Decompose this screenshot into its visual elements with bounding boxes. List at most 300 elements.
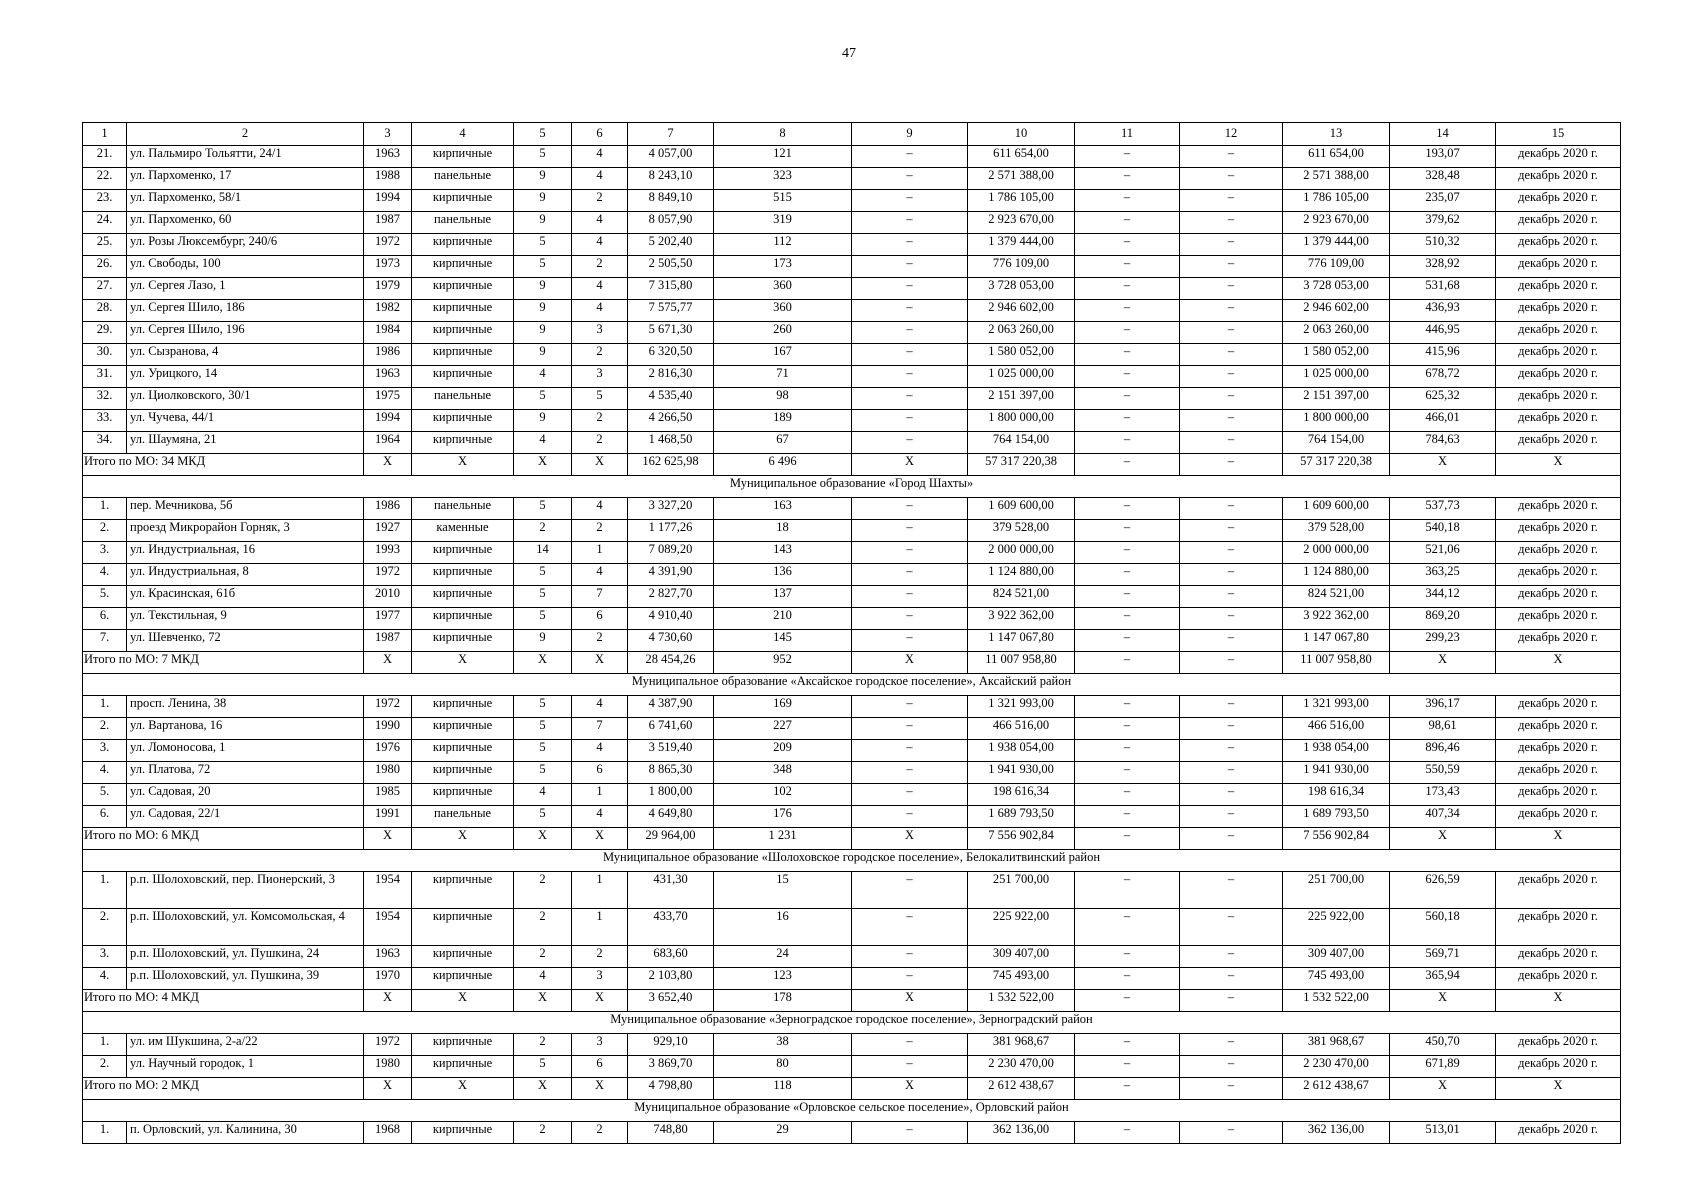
total-cell: X <box>1390 828 1496 850</box>
total-cell: 7 556 902,84 <box>968 828 1075 850</box>
data-cell: – <box>1180 872 1283 909</box>
building-row <box>83 388 1621 410</box>
data-cell: 3 728 053,00 <box>968 278 1075 300</box>
data-cell: – <box>1180 256 1283 278</box>
building-row <box>83 718 1621 740</box>
data-cell: 1963 <box>364 366 412 388</box>
data-cell: 466 516,00 <box>968 718 1075 740</box>
data-cell: 1 177,26 <box>628 520 714 542</box>
data-cell: 363,25 <box>1390 564 1496 586</box>
data-cell: 9 <box>514 410 572 432</box>
data-cell: 6 <box>572 762 628 784</box>
data-cell: – <box>852 740 968 762</box>
data-cell: 515 <box>714 190 852 212</box>
row-number-cell: 5. <box>83 784 127 806</box>
row-number-cell: 3. <box>83 740 127 762</box>
total-cell: X <box>1496 828 1621 850</box>
data-cell: 2 <box>572 630 628 652</box>
data-cell: 209 <box>714 740 852 762</box>
data-cell: 745 493,00 <box>1283 968 1390 990</box>
data-cell: 764 154,00 <box>1283 432 1390 454</box>
section-title: Муниципальное образование «Орловское сельское поселение», Орловский район <box>83 1100 1621 1122</box>
data-cell: 210 <box>714 608 852 630</box>
data-cell: 1954 <box>364 872 412 909</box>
data-cell: 5 202,40 <box>628 234 714 256</box>
total-cell: X <box>514 1078 572 1100</box>
data-cell: кирпичные <box>412 740 514 762</box>
data-cell: – <box>1075 388 1180 410</box>
data-cell: 5 <box>514 498 572 520</box>
data-cell: – <box>1075 278 1180 300</box>
data-cell: 16 <box>714 909 852 946</box>
data-cell: – <box>1180 946 1283 968</box>
data-cell: 225 922,00 <box>968 909 1075 946</box>
data-cell: 299,23 <box>1390 630 1496 652</box>
data-cell: кирпичные <box>412 718 514 740</box>
total-cell: 3 652,40 <box>628 990 714 1012</box>
data-cell: декабрь 2020 г. <box>1496 806 1621 828</box>
data-cell: 80 <box>714 1056 852 1078</box>
data-cell: кирпичные <box>412 256 514 278</box>
total-cell: X <box>412 652 514 674</box>
data-cell: 38 <box>714 1034 852 1056</box>
data-cell: 235,07 <box>1390 190 1496 212</box>
data-cell: 2 063 260,00 <box>1283 322 1390 344</box>
building-row <box>83 432 1621 454</box>
total-cell: 11 007 958,80 <box>968 652 1075 674</box>
total-cell: X <box>514 990 572 1012</box>
data-cell: – <box>1180 1122 1283 1144</box>
row-number-cell: 2. <box>83 718 127 740</box>
data-cell: 3 <box>572 968 628 990</box>
data-cell: 2 827,70 <box>628 586 714 608</box>
data-cell: 1 025 000,00 <box>1283 366 1390 388</box>
data-cell: декабрь 2020 г. <box>1496 212 1621 234</box>
data-cell: 3 327,20 <box>628 498 714 520</box>
data-cell: 189 <box>714 410 852 432</box>
total-cell: 2 612 438,67 <box>1283 1078 1390 1100</box>
data-cell: 173,43 <box>1390 784 1496 806</box>
data-cell: – <box>1180 234 1283 256</box>
data-cell: кирпичные <box>412 278 514 300</box>
data-cell: 1 786 105,00 <box>1283 190 1390 212</box>
data-cell: 3 <box>572 1034 628 1056</box>
data-cell: – <box>1180 784 1283 806</box>
data-cell: 1 147 067,80 <box>1283 630 1390 652</box>
data-cell: 227 <box>714 718 852 740</box>
data-cell: 1 689 793,50 <box>968 806 1075 828</box>
total-cell: X <box>1496 454 1621 476</box>
data-cell: 6 320,50 <box>628 344 714 366</box>
address-cell: ул. Циолковского, 30/1 <box>127 388 364 410</box>
data-cell: декабрь 2020 г. <box>1496 498 1621 520</box>
data-cell: 8 865,30 <box>628 762 714 784</box>
data-cell: 2 <box>572 432 628 454</box>
data-cell: 29 <box>714 1122 852 1144</box>
row-number-cell: 1. <box>83 1034 127 1056</box>
data-cell: 1927 <box>364 520 412 542</box>
building-row <box>83 1056 1621 1078</box>
data-cell: 176 <box>714 806 852 828</box>
data-cell: декабрь 2020 г. <box>1496 300 1621 322</box>
data-cell: 1 468,50 <box>628 432 714 454</box>
data-cell: 2 <box>572 946 628 968</box>
total-cell: X <box>514 828 572 850</box>
data-cell: декабрь 2020 г. <box>1496 909 1621 946</box>
address-cell: ул. Пархоменко, 58/1 <box>127 190 364 212</box>
row-number-cell: 6. <box>83 608 127 630</box>
data-cell: 67 <box>714 432 852 454</box>
address-cell: ул. Пархоменко, 17 <box>127 168 364 190</box>
address-cell: проезд Микрорайон Горняк, 3 <box>127 520 364 542</box>
data-cell: 611 654,00 <box>1283 146 1390 168</box>
data-cell: 2 <box>514 946 572 968</box>
row-number-cell: 1. <box>83 696 127 718</box>
row-number-cell: 22. <box>83 168 127 190</box>
data-cell: 9 <box>514 344 572 366</box>
data-cell: 260 <box>714 322 852 344</box>
data-cell: – <box>1180 586 1283 608</box>
column-header-10: 10 <box>968 123 1075 146</box>
data-cell: – <box>1075 740 1180 762</box>
data-cell: 1972 <box>364 696 412 718</box>
data-cell: 1 <box>572 542 628 564</box>
data-cell: – <box>1075 762 1180 784</box>
building-row <box>83 278 1621 300</box>
data-cell: 98 <box>714 388 852 410</box>
data-cell: 2 <box>572 190 628 212</box>
data-cell: 5 <box>514 806 572 828</box>
data-cell: декабрь 2020 г. <box>1496 608 1621 630</box>
building-row <box>83 498 1621 520</box>
data-cell: 2 000 000,00 <box>968 542 1075 564</box>
address-cell: ул. Пархоменко, 60 <box>127 212 364 234</box>
data-cell: – <box>1180 300 1283 322</box>
data-cell: – <box>1075 212 1180 234</box>
row-number-cell: 1. <box>83 498 127 520</box>
data-cell: 396,17 <box>1390 696 1496 718</box>
data-cell: 466,01 <box>1390 410 1496 432</box>
data-cell: – <box>1075 410 1180 432</box>
data-cell: 4 <box>514 968 572 990</box>
total-cell: – <box>1075 990 1180 1012</box>
data-cell: кирпичные <box>412 542 514 564</box>
data-cell: декабрь 2020 г. <box>1496 564 1621 586</box>
column-header-7: 7 <box>628 123 714 146</box>
data-cell: декабрь 2020 г. <box>1496 1034 1621 1056</box>
building-row <box>83 542 1621 564</box>
data-cell: 5 <box>514 388 572 410</box>
data-cell: 1994 <box>364 190 412 212</box>
total-cell: X <box>412 990 514 1012</box>
data-cell: кирпичные <box>412 410 514 432</box>
data-cell: – <box>852 234 968 256</box>
data-cell: 4 910,40 <box>628 608 714 630</box>
data-cell: 198 616,34 <box>1283 784 1390 806</box>
data-cell: 4 <box>572 168 628 190</box>
address-cell: ул. Сергея Шило, 196 <box>127 322 364 344</box>
data-cell: – <box>1075 1034 1180 1056</box>
row-number-cell: 2. <box>83 1056 127 1078</box>
data-cell: 537,73 <box>1390 498 1496 520</box>
address-cell: ул. Индустриальная, 8 <box>127 564 364 586</box>
municipality-section-heading <box>83 850 1621 872</box>
data-cell: – <box>1075 168 1180 190</box>
data-cell: 4 649,80 <box>628 806 714 828</box>
row-number-cell: 1. <box>83 872 127 909</box>
data-cell: 2 <box>572 520 628 542</box>
data-cell: – <box>1180 190 1283 212</box>
total-cell: X <box>1390 990 1496 1012</box>
data-cell: декабрь 2020 г. <box>1496 190 1621 212</box>
data-cell: – <box>1075 608 1180 630</box>
municipality-total-row <box>83 454 1621 476</box>
data-cell: 323 <box>714 168 852 190</box>
data-cell: 1973 <box>364 256 412 278</box>
data-cell: 1 379 444,00 <box>968 234 1075 256</box>
data-cell: 4 730,60 <box>628 630 714 652</box>
data-cell: 5 <box>514 696 572 718</box>
data-cell: 671,89 <box>1390 1056 1496 1078</box>
data-cell: – <box>852 366 968 388</box>
data-cell: 1 609 600,00 <box>1283 498 1390 520</box>
data-cell: – <box>1075 344 1180 366</box>
total-cell: X <box>1496 990 1621 1012</box>
total-cell: X <box>572 990 628 1012</box>
data-cell: 3 869,70 <box>628 1056 714 1078</box>
data-cell: – <box>1075 872 1180 909</box>
data-cell: – <box>852 1122 968 1144</box>
data-cell: панельные <box>412 806 514 828</box>
data-cell: – <box>852 190 968 212</box>
total-cell: X <box>852 454 968 476</box>
total-cell: X <box>364 1078 412 1100</box>
data-cell: 1980 <box>364 762 412 784</box>
data-cell: – <box>1075 190 1180 212</box>
municipality-total-row <box>83 990 1621 1012</box>
data-cell: 4 <box>572 564 628 586</box>
address-cell: р.п. Шолоховский, ул. Пушкина, 39 <box>127 968 364 990</box>
data-cell: 173 <box>714 256 852 278</box>
data-cell: 466 516,00 <box>1283 718 1390 740</box>
data-cell: – <box>852 718 968 740</box>
address-cell: ул. Платова, 72 <box>127 762 364 784</box>
total-cell: X <box>852 1078 968 1100</box>
data-cell: 309 407,00 <box>968 946 1075 968</box>
data-cell: 1963 <box>364 146 412 168</box>
building-row <box>83 1034 1621 1056</box>
data-cell: 5 <box>514 234 572 256</box>
total-cell: X <box>852 990 968 1012</box>
data-cell: панельные <box>412 212 514 234</box>
total-cell: X <box>514 652 572 674</box>
building-row <box>83 968 1621 990</box>
total-cell: – <box>1075 652 1180 674</box>
data-cell: 251 700,00 <box>968 872 1075 909</box>
row-number-cell: 23. <box>83 190 127 212</box>
data-cell: 2 816,30 <box>628 366 714 388</box>
data-cell: 1 <box>572 784 628 806</box>
data-cell: 4 387,90 <box>628 696 714 718</box>
data-cell: – <box>1075 968 1180 990</box>
data-cell: 896,46 <box>1390 740 1496 762</box>
data-cell: 2 103,80 <box>628 968 714 990</box>
data-cell: – <box>1075 806 1180 828</box>
data-cell: 198 616,34 <box>968 784 1075 806</box>
data-cell: 1954 <box>364 909 412 946</box>
data-cell: 2 000 000,00 <box>1283 542 1390 564</box>
data-cell: 748,80 <box>628 1122 714 1144</box>
column-header-3: 3 <box>364 123 412 146</box>
row-number-cell: 4. <box>83 564 127 586</box>
data-cell: 1972 <box>364 564 412 586</box>
data-cell: – <box>1180 498 1283 520</box>
data-cell: – <box>1180 366 1283 388</box>
data-cell: кирпичные <box>412 234 514 256</box>
total-cell: 29 964,00 <box>628 828 714 850</box>
column-header-2: 2 <box>127 123 364 146</box>
data-cell: – <box>1075 322 1180 344</box>
column-number-header <box>83 123 1621 146</box>
data-cell: кирпичные <box>412 1122 514 1144</box>
data-cell: 4 <box>572 498 628 520</box>
address-cell: пер. Мечникова, 5б <box>127 498 364 520</box>
total-cell: – <box>1180 990 1283 1012</box>
data-cell: 5 <box>514 608 572 630</box>
total-cell: X <box>412 1078 514 1100</box>
total-cell: 28 454,26 <box>628 652 714 674</box>
data-cell: 14 <box>514 542 572 564</box>
data-cell: 2 151 397,00 <box>968 388 1075 410</box>
address-cell: ул. Сергея Лазо, 1 <box>127 278 364 300</box>
data-cell: декабрь 2020 г. <box>1496 946 1621 968</box>
data-cell: – <box>1075 909 1180 946</box>
data-cell: кирпичные <box>412 300 514 322</box>
data-cell: 1 800,00 <box>628 784 714 806</box>
data-cell: 344,12 <box>1390 586 1496 608</box>
total-cell: X <box>1390 454 1496 476</box>
data-cell: – <box>1180 740 1283 762</box>
data-cell: 4 <box>572 696 628 718</box>
data-cell: 381 968,67 <box>968 1034 1075 1056</box>
data-cell: 7 089,20 <box>628 542 714 564</box>
data-cell: 5 <box>514 740 572 762</box>
data-cell: 1 321 993,00 <box>968 696 1075 718</box>
address-cell: ул. Научный городок, 1 <box>127 1056 364 1078</box>
data-cell: 1 800 000,00 <box>1283 410 1390 432</box>
data-cell: 784,63 <box>1390 432 1496 454</box>
data-cell: – <box>1075 300 1180 322</box>
address-cell: р.п. Шолоховский, ул. Пушкина, 24 <box>127 946 364 968</box>
building-row <box>83 762 1621 784</box>
building-row <box>83 946 1621 968</box>
total-cell: – <box>1075 828 1180 850</box>
building-row <box>83 410 1621 432</box>
data-cell: 365,94 <box>1390 968 1496 990</box>
data-cell: 2 063 260,00 <box>968 322 1075 344</box>
data-cell: 4 <box>572 146 628 168</box>
data-cell: 348 <box>714 762 852 784</box>
data-cell: декабрь 2020 г. <box>1496 344 1621 366</box>
data-cell: – <box>1075 946 1180 968</box>
municipality-total-row <box>83 828 1621 850</box>
data-cell: 1988 <box>364 168 412 190</box>
data-cell: 1 580 052,00 <box>968 344 1075 366</box>
data-cell: 9 <box>514 168 572 190</box>
data-cell: 1968 <box>364 1122 412 1144</box>
data-cell: 1 147 067,80 <box>968 630 1075 652</box>
data-cell: декабрь 2020 г. <box>1496 1122 1621 1144</box>
data-cell: 362 136,00 <box>968 1122 1075 1144</box>
data-cell: – <box>1075 542 1180 564</box>
data-cell: кирпичные <box>412 344 514 366</box>
data-cell: 328,92 <box>1390 256 1496 278</box>
building-row <box>83 322 1621 344</box>
data-cell: 5 <box>514 146 572 168</box>
building-row <box>83 168 1621 190</box>
data-cell: 8 057,90 <box>628 212 714 234</box>
data-cell: 4 <box>572 278 628 300</box>
total-cell: X <box>1390 652 1496 674</box>
data-cell: 1970 <box>364 968 412 990</box>
data-cell: 2 571 388,00 <box>1283 168 1390 190</box>
building-row <box>83 740 1621 762</box>
data-cell: декабрь 2020 г. <box>1496 586 1621 608</box>
row-number-cell: 21. <box>83 146 127 168</box>
data-cell: кирпичные <box>412 784 514 806</box>
data-cell: 167 <box>714 344 852 366</box>
building-row <box>83 872 1621 909</box>
address-cell: просп. Ленина, 38 <box>127 696 364 718</box>
data-cell: 929,10 <box>628 1034 714 1056</box>
data-cell: – <box>1180 432 1283 454</box>
data-cell: 4 <box>514 366 572 388</box>
data-cell: 436,93 <box>1390 300 1496 322</box>
data-cell: декабрь 2020 г. <box>1496 388 1621 410</box>
row-number-cell: 26. <box>83 256 127 278</box>
data-cell: кирпичные <box>412 564 514 586</box>
row-number-cell: 29. <box>83 322 127 344</box>
data-cell: – <box>1180 146 1283 168</box>
building-row <box>83 696 1621 718</box>
total-label: Итого по МО: 4 МКД <box>83 990 364 1012</box>
data-cell: декабрь 2020 г. <box>1496 234 1621 256</box>
data-cell: 15 <box>714 872 852 909</box>
data-cell: 1 321 993,00 <box>1283 696 1390 718</box>
row-number-cell: 2. <box>83 909 127 946</box>
address-cell: ул. Текстильная, 9 <box>127 608 364 630</box>
building-row <box>83 256 1621 278</box>
row-number-cell: 32. <box>83 388 127 410</box>
building-row <box>83 608 1621 630</box>
address-cell: ул. Розы Люксембург, 240/6 <box>127 234 364 256</box>
data-cell: декабрь 2020 г. <box>1496 542 1621 564</box>
total-cell: 118 <box>714 1078 852 1100</box>
data-cell: 2 151 397,00 <box>1283 388 1390 410</box>
data-cell: 626,59 <box>1390 872 1496 909</box>
data-cell: 1 580 052,00 <box>1283 344 1390 366</box>
column-header-15: 15 <box>1496 123 1621 146</box>
data-cell: 225 922,00 <box>1283 909 1390 946</box>
municipality-section-heading <box>83 1100 1621 1122</box>
section-title: Муниципальное образование «Шолоховское городское поселение», Белокалитвинский район <box>83 850 1621 872</box>
data-cell: 2 <box>572 256 628 278</box>
building-row <box>83 212 1621 234</box>
data-cell: 1985 <box>364 784 412 806</box>
data-cell: 6 741,60 <box>628 718 714 740</box>
data-cell: – <box>852 608 968 630</box>
data-cell: – <box>852 542 968 564</box>
